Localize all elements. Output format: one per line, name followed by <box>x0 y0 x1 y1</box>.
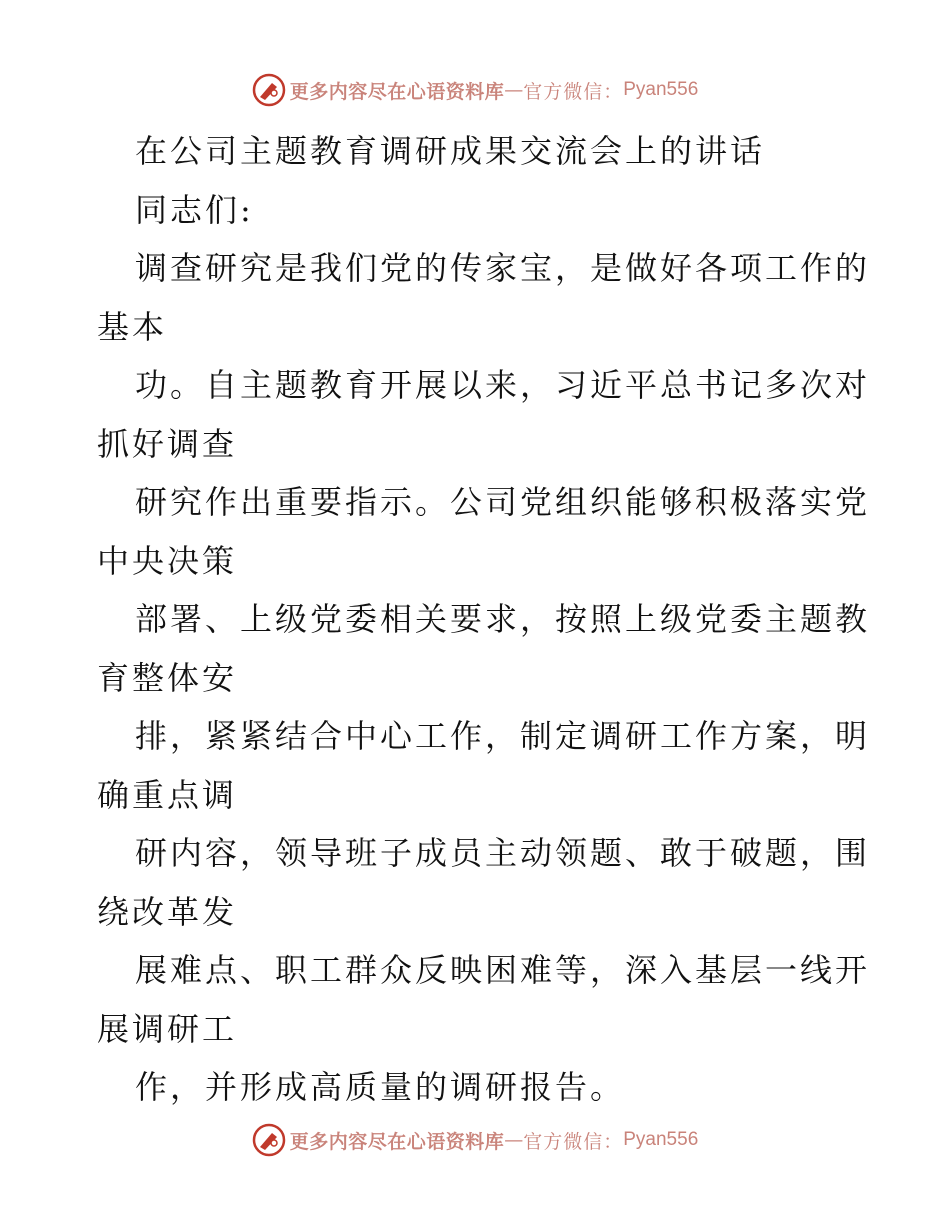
body-line: 功。自主题教育开展以来，习近平总书记多次对 <box>135 366 871 404</box>
footer-banner <box>0 1120 950 1160</box>
banner-brand: 更多内容尽在心语资料库 <box>289 80 505 103</box>
body-line: 绕改革发 <box>97 892 238 931</box>
document-body <box>97 122 871 1117</box>
body-line: 排，紧紧结合中心工作，制定调研工作方案，明 <box>135 717 871 755</box>
body-line: 中央决策 <box>97 541 238 580</box>
body-line: 作，并形成高质量的调研报告。 <box>135 1068 626 1106</box>
banner-separator: — <box>504 1129 524 1151</box>
salutation: 同志们: <box>135 190 254 229</box>
pen-logo-icon <box>252 73 286 107</box>
body-line: 展难点、职工群众反映困难等，深入基层一线开 <box>135 951 871 989</box>
banner-account: Pyan556 <box>623 79 699 100</box>
document-title: 在公司主题教育调研成果交流会上的讲话 <box>135 132 766 170</box>
body-line: 部署、上级党委相关要求，按照上级党委主题教 <box>135 600 871 638</box>
banner-wechat-label: 官方微信： <box>523 80 624 103</box>
body-line: 确重点调 <box>97 775 238 814</box>
body-line: 育整体安 <box>97 658 238 697</box>
body-line: 抓好调查 <box>97 424 238 463</box>
pen-logo-icon <box>252 1123 286 1157</box>
body-line: 基本 <box>97 307 168 346</box>
body-line: 调查研究是我们党的传家宝，是做好各项工作的 <box>135 249 871 287</box>
banner-separator: — <box>504 79 524 101</box>
body-line: 展调研工 <box>97 1009 238 1048</box>
banner-brand: 更多内容尽在心语资料库 <box>289 1130 505 1153</box>
banner-account: Pyan556 <box>623 1129 699 1150</box>
banner-wechat-label: 官方微信： <box>523 1130 624 1153</box>
body-line: 研究作出重要指示。公司党组织能够积极落实党 <box>135 483 871 521</box>
header-banner <box>0 70 950 110</box>
body-line: 研内容，领导班子成员主动领题、敢于破题，围 <box>135 834 871 872</box>
